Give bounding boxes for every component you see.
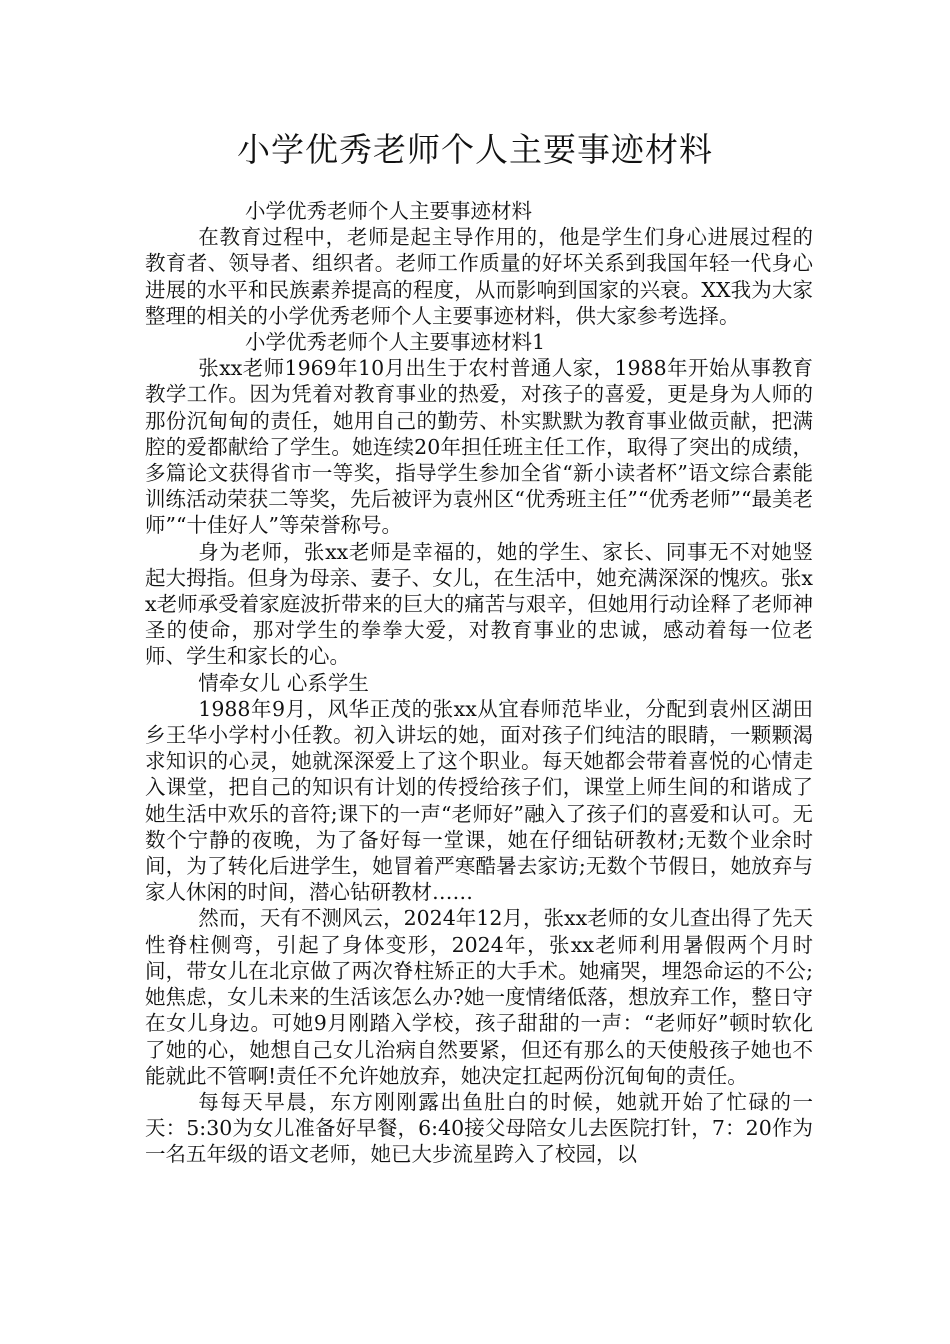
body-paragraph: 每每天早晨，东方刚刚露出鱼肚白的时候，她就开始了忙碌的一天：5:30为女儿准备好早餐，6:40接父母陪女儿去医院打针，7：20作为一名五年级的语文老师，她已大步流星跨入了校园，以 — [145, 1089, 813, 1167]
document-body — [145, 198, 813, 1168]
section-subheading: 情牵女儿 心系学生 — [198, 670, 369, 695]
document-title: 小学优秀老师个人主要事迹材料 — [237, 130, 713, 169]
body-paragraph: 然而，天有不测风云，2024年12月，张xx老师的女儿查出得了先天性脊柱侧弯，引起了身体变形，2024年，张xx老师利用暑假两个月时间，带女儿在北京做了两次脊柱矫正的大手术。她痛哭，埋怨命运的不公;她焦虑，女儿未来的生活该怎么办?她一度情绪低落，想放弃工作，整日守在女儿身边。可她9月刚踏入学校，孩子甜甜的一声：“老师好”顿时软化了她的心，她想自己女儿治病自然要紧，但还有那么的天使般孩子她也不能就此不管啊!责任不允许她放弃，她决定扛起两份沉甸甸的责任。 — [145, 906, 813, 1088]
body-paragraph: 张xx老师1969年10月出生于农村普通人家，1988年开始从事教育教学工作。因为凭着对教育事业的热爱，对孩子的喜爱，更是身为人师的那份沉甸甸的责任，她用自己的勤劳、朴实默默为教育事业做贡献，把满腔的爱都献给了学生。她连续20年担任班主任工作，取得了突出的成绩，多篇论文获得省市一等奖，指导学生参加全省“新小读者杯”语文综合素能训练活动荣获二等奖，先后被评为袁州区“优秀班主任”“优秀老师”“最美老师”“十佳好人”等荣誉称号。 — [145, 356, 813, 538]
body-paragraph: 1988年9月，风华正茂的张xx从宜春师范毕业，分配到袁州区湖田乡王华小学村小任教。初入讲坛的她，面对孩子们纯洁的眼睛，一颗颗渴求知识的心灵，她就深深爱上了这个职业。每天她都会带着喜悦的心情走入课堂，把自己的知识有计划的传授给孩子们，课堂上师生间的和谐成了她生活中欢乐的音符;课下的一声“老师好”融入了孩子们的喜爱和认可。无数个宁静的夜晚，为了备好每一堂课，她在仔细钻研教材;无数个业余时间，为了转化后进学生，她冒着严寒酷暑去家访;无数个节假日，她放弃与家人休闲的时间，潜心钻研教材…… — [145, 696, 813, 905]
body-paragraph: 身为老师，张xx老师是幸福的，她的学生、家长、同事无不对她竖起大拇指。但身为母亲、妻子、女儿，在生活中，她充满深深的愧疚。张xx老师承受着家庭波折带来的巨大的痛苦与艰辛，但她用行动诠释了老师神圣的使命，那对学生的拳拳大爱，对教育事业的忠诚，感动着每一位老师、学生和家长的心。 — [145, 539, 813, 669]
section-heading: 小学优秀老师个人主要事迹材料1 — [245, 330, 546, 355]
subtitle-paragraph: 小学优秀老师个人主要事迹材料 — [245, 199, 532, 223]
intro-paragraph: 在教育过程中，老师是起主导作用的，他是学生们身心进展过程的教育者、领导者、组织者。老师工作质量的好坏关系到我国年轻一代身心进展的水平和民族素养提高的程度，从而影响到国家的兴衰。XX我为大家整理的相关的小学优秀老师个人主要事迹材料，供大家参考选择。 — [145, 225, 813, 328]
